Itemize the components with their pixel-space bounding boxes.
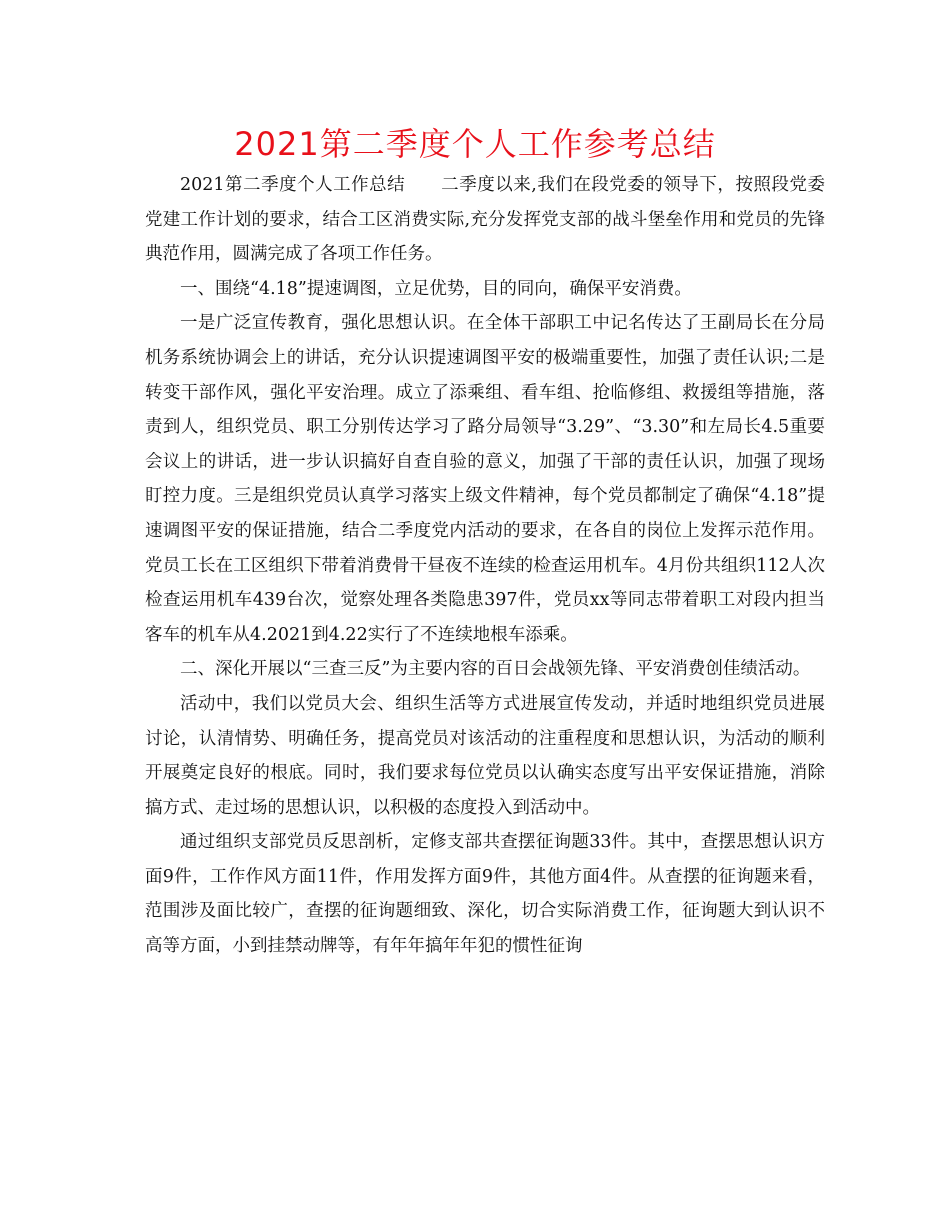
paragraph-section-one-body: 一是广泛宣传教育，强化思想认识。在全体干部职工中记名传达了王副局长在分局机务系统协调会上的讲话，充分认识提速调图平安的极端重要性，加强了责任认识;二是转变干部作风，强化平安治理。成立了添乘组、看车组、抢临修组、救援组等措施，落责到人，组织党员、职工分别传达学习了路分局领导“3.29”、“3.30”和左局长4.5重要会议上的讲话，进一步认识搞好自查自验的意义，加强了干部的责任认识，加强了现场盯控力度。三是组织党员认真学习落实上级文件精神，每个党员都制定了确保“4.18”提速调图平安的保证措施，结合二季度党内活动的要求，在各自的岗位上发挥示范作用。党员工长在工区组织下带着消费骨干昼夜不连续的检查运用机车。4月份共组织112人次检查运用机车439台次，觉察处理各类隐患397件，党员xx等同志带着职工对段内担当客车的机车从4.2021到4.22实行了不连续地根车添乘。 (145, 313, 825, 645)
paragraph-review: 通过组织支部党员反思剖析，定修支部共查摆征询题33件。其中，查摆思想认识方面9件，工作作风方面11件，作用发挥方面9件，其他方面4件。从查摆的征询题来看，范围涉及面比较广，查摆的征询题细致、深化，切合实际消费工作，征询题大到认识不高等方面，小到挂禁动牌等，有年年搞年年犯的惯性征询 (145, 832, 825, 957)
paragraph-section-one-heading: 一、围绕“4.18”提速调图，立足优势，目的同向，确保平安消费。 (180, 278, 692, 299)
document-title: 2021第二季度个人工作参考总结 (234, 125, 716, 163)
document-body (145, 168, 825, 964)
paragraph-section-two-heading: 二、深化开展以“三查三反”为主要内容的百日会战领先锋、平安消费创佳绩活动。 (180, 659, 811, 680)
paragraph-intro: 2021第二季度个人工作总结 二季度以来,我们在段党委的领导下，按照段党委党建工作计划的要求，结合工区消费实际,充分发挥党支部的战斗堡垒作用和党员的先锋典范作用，圆满完成了各项工作任务。 (145, 175, 825, 265)
paragraph-activity: 活动中，我们以党员大会、组织生活等方式进展宣传发动，并适时地组织党员进展讨论，认清情势、明确任务，提高党员对该活动的注重程度和思想认识，为活动的顺利开展奠定良好的根底。同时，我们要求每位党员以认确实态度写出平安保证措施，消除搞方式、走过场的思想认识，以积极的态度投入到活动中。 (145, 693, 825, 818)
